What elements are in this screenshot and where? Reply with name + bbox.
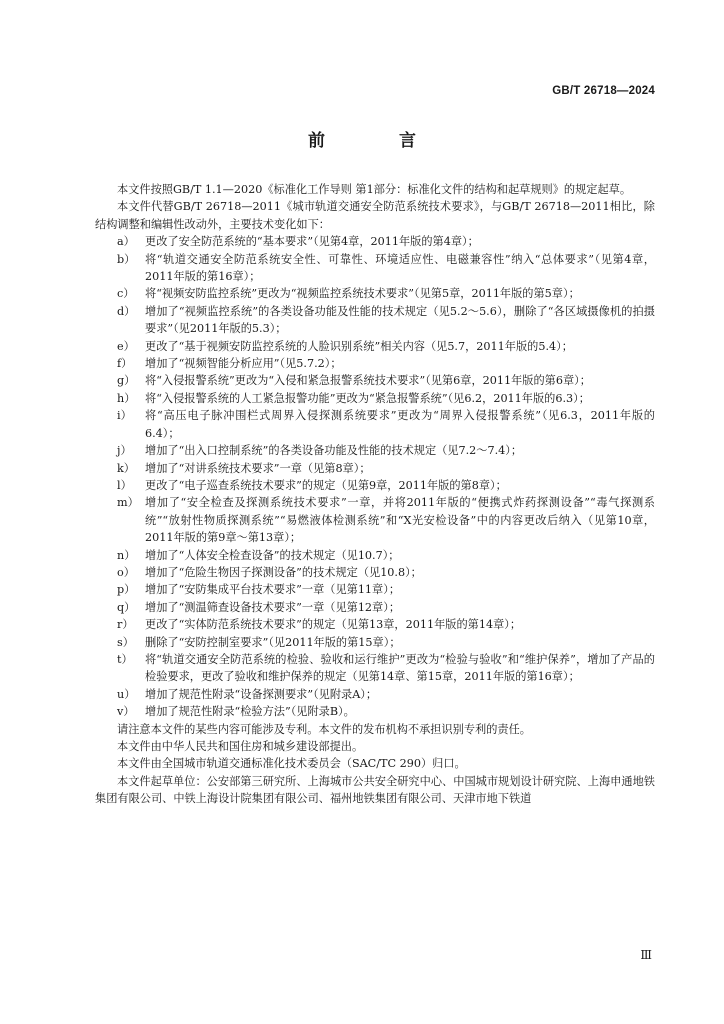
list-item [95, 581, 655, 598]
list-item [95, 303, 655, 338]
list-text: 增加了“视频智能分析应用”（见5.7.2）； [145, 357, 342, 371]
list-item [95, 547, 655, 564]
list-text: 增加了“测温筛查设备技术要求”一章（见第12章）； [145, 600, 401, 614]
list-marker: a） [117, 235, 135, 249]
list-marker: p） [117, 583, 136, 597]
list-marker: c） [117, 287, 135, 301]
list-marker: n） [117, 548, 136, 562]
list-item [95, 407, 655, 442]
list-item [95, 651, 655, 686]
paragraph: 本文件代替GB/T 26718—2011《城市轨道交通安全防范系统技术要求》，与GB/T 26718—2011相比，除结构调整和编辑性改动外，主要技术变化如下： [95, 200, 655, 231]
standard-code: GB/T 26718—2024 [552, 85, 655, 97]
list-item [95, 703, 655, 720]
paragraph: 本文件由中华人民共和国住房和城乡建设部提出。 [117, 740, 364, 753]
change-list [95, 233, 655, 720]
list-text: 增加了“安全检查及探测系统技术要求”一章，并将2011年版的“便携式炸药探测设备”“毒气探测系统”“放射性物质探测系统”“易燃液体检测系统”和“X光安检设备”中的内容更改后纳入（见第10章，2011年版的第9章～第13章）； [145, 496, 655, 545]
list-text: 增加了“安防集成平台技术要求”一章（见第11章）； [145, 583, 401, 597]
list-marker: m） [117, 496, 139, 510]
list-marker: s） [117, 635, 134, 649]
list-text: 增加了“视频监控系统”的各类设备功能及性能的技术规定（见5.2～5.6），删除了“各区域摄像机的拍摄要求”（见2011年版的5.3）； [145, 304, 655, 336]
list-item [95, 372, 655, 389]
list-text: 增加了“出入口控制系统”的各类设备功能及性能的技术规定（见7.2～7.4）； [145, 444, 523, 458]
list-text: 增加了“对讲系统技术要求”一章（见第8章）； [145, 461, 371, 475]
paragraph: 本文件由全国城市轨道交通标准化技术委员会（SAC/TC 290）归口。 [117, 757, 466, 771]
list-text: 将“高压电子脉冲围栏式周界入侵探测系统要求”更改为“周界入侵报警系统”（见6.3，2011年版的6.4）； [145, 409, 655, 440]
list-marker: j） [117, 444, 132, 458]
paragraph: 本文件起草单位：公安部第三研究所、上海城市公共安全研究中心、中国城市规划设计研究院、上海申通地铁集团有限公司、中铁上海设计院集团有限公司、福州地铁集团有限公司、天津市地下铁道 [95, 774, 655, 806]
list-text: 更改了“实体防范系统技术要求”的规定（见第13章，2011年版的第14章）； [145, 618, 522, 632]
list-item [95, 686, 655, 703]
document-body [95, 181, 655, 808]
list-item [95, 285, 655, 302]
list-text: 将“轨道交通安全防范系统的检验、验收和运行维护”更改为“检验与验收”和“维护保养”，增加了产品的检验要求，更改了验收和维护保养的规定（见第14章、第15章，2011年版的第16章）； [145, 652, 655, 684]
list-text: 将“视频安防监控系统”更改为“视频监控系统技术要求”（见第5章，2011年版的第5章）； [145, 287, 580, 301]
list-item [95, 599, 655, 616]
list-item [95, 251, 655, 286]
list-marker: b） [117, 252, 136, 266]
paragraph: 本文件按照GB/T 1.1—2020《标准化工作导则 第1部分：标准化文件的结构和起草规则》的规定起草。 [117, 183, 632, 196]
paragraph: 请注意本文件的某些内容可能涉及专利。本文件的发布机构不承担识别专利的责任。 [117, 722, 531, 736]
list-text: 更改了安全防范系统的“基本要求”（见第4章，2011年版的第4章）； [145, 235, 479, 249]
list-marker: o） [117, 565, 135, 579]
list-text: 增加了“人体安全检查设备”的技术规定（见10.7）； [145, 548, 400, 562]
list-item [95, 460, 655, 477]
list-text: 更改了“基于视频安防监控系统的人脸识别系统”相关内容（见5.7，2011年版的5.4）； [145, 339, 573, 353]
list-marker: u） [117, 687, 136, 701]
list-marker: i） [117, 409, 132, 423]
list-item [95, 338, 655, 355]
list-text: 更改了“电子巡查系统技术要求”的规定（见第9章，2011年版的第8章）； [145, 478, 507, 492]
list-marker: g） [117, 374, 136, 388]
list-item [95, 442, 655, 459]
list-marker: e） [117, 339, 135, 353]
list-item [95, 634, 655, 651]
list-text: 增加了规范性附录“设备探测要求”（见附录A）； [145, 687, 378, 701]
list-marker: q） [117, 600, 136, 614]
list-text: 将“入侵报警系统”更改为“入侵和紧急报警系统技术要求”（见第6章，2011年版的第6章）； [145, 374, 591, 388]
list-text: 将“轨道交通安全防范系统安全性、可靠性、环境适应性、电磁兼容性”纳入“总体要求”（见第4章，2011年版的第16章）； [145, 252, 655, 284]
list-marker: d） [117, 304, 136, 318]
list-item [95, 355, 655, 372]
list-marker: h） [117, 391, 136, 405]
list-item [95, 494, 655, 546]
list-marker: v） [117, 705, 135, 719]
list-item [95, 564, 655, 581]
page-title: 前 言 [308, 131, 450, 151]
list-marker: f） [117, 357, 133, 371]
page-number: Ⅲ [640, 948, 652, 962]
list-item [95, 477, 655, 494]
list-text: 删除了“安防控制室要求”（见2011年版的第15章）； [145, 635, 401, 649]
list-marker: k） [117, 461, 135, 475]
list-marker: t） [117, 652, 133, 666]
list-text: 将“入侵报警系统的人工紧急报警功能”更改为“紧急报警系统”（见6.2，2011年版的6.3）； [145, 391, 590, 405]
list-marker: r） [117, 618, 134, 632]
list-item [95, 390, 655, 407]
list-marker: l） [117, 478, 132, 492]
list-text: 增加了规范性附录“检验方法”（见附录B）。 [145, 705, 355, 719]
list-item [95, 233, 655, 250]
list-text: 增加了“危险生物因子探测设备”的技术规定（见10.8）； [145, 565, 422, 579]
list-item [95, 616, 655, 633]
